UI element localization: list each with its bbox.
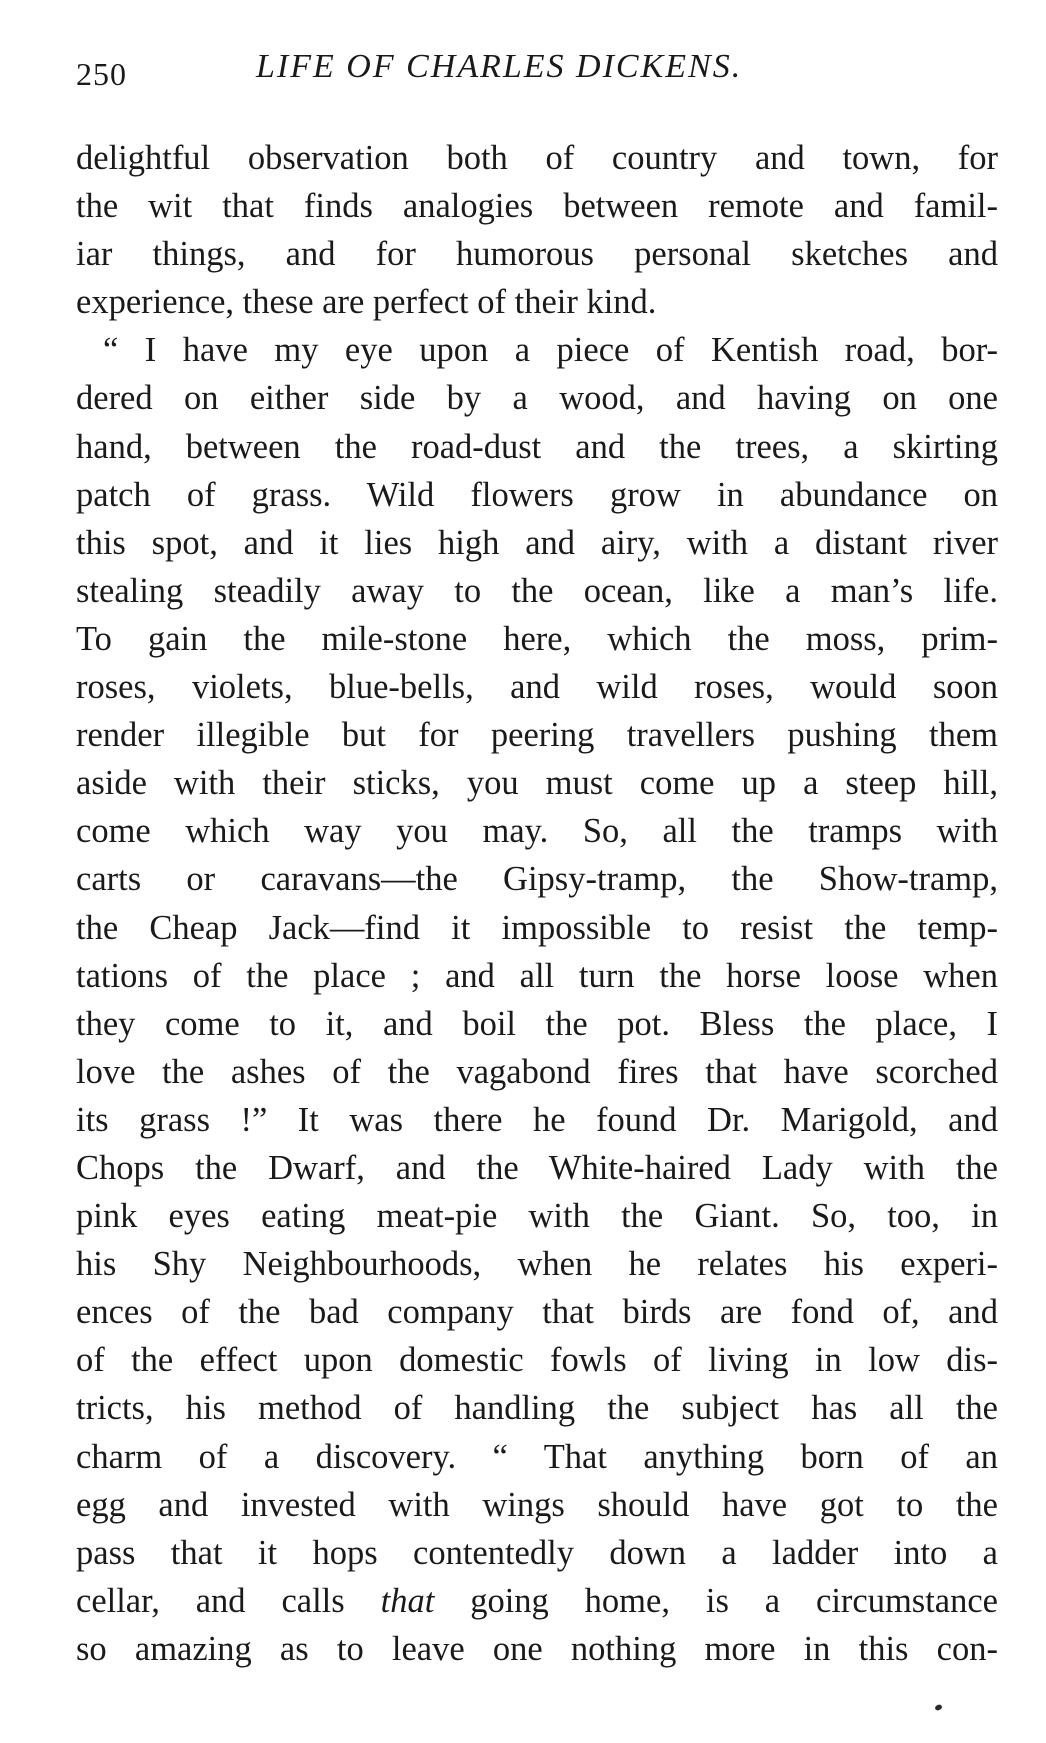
text-line: its grass !” It was there he found Dr. Marigold, and [76, 1100, 998, 1139]
body-text [76, 134, 998, 1673]
text-line: this spot, and it lies high and airy, with a distant river [76, 523, 998, 562]
text-line: delightful observation both of country and town, for [76, 139, 998, 177]
page-header [76, 48, 998, 94]
paragraph-start-line: “ I have my eye upon a piece of Kentish road, bor- [103, 331, 998, 370]
text-line-with-italic [76, 1577, 998, 1625]
text-line: they come to it, and boil the pot. Bless the place, I [76, 1004, 998, 1043]
text-line: so amazing as to leave one nothing more in this con- [76, 1629, 998, 1668]
text-line: tations of the place ; and all turn the horse loose when [76, 956, 998, 995]
page-number: 250 [76, 56, 127, 92]
text-line: the wit that finds analogies between remote and famil- [76, 187, 998, 226]
text-line: Chops the Dwarf, and the White-haired Lady with the [76, 1148, 998, 1187]
text-segment: cellar, and calls [76, 1581, 381, 1620]
text-line: carts or caravans—the Gipsy-tramp, the Show-tramp, [76, 860, 998, 899]
text-line: come which way you may. So, all the tramps with [76, 812, 998, 851]
text-line: egg and invested with wings should have got to the [76, 1485, 998, 1524]
text-line: iar things, and for humorous personal sketches and [76, 235, 998, 274]
text-line: experience, these are perfect of their kind. [76, 283, 657, 322]
italic-word: that [380, 1581, 435, 1620]
running-title: LIFE OF CHARLES DICKENS. [256, 48, 743, 85]
text-line: render illegible but for peering travellers pushing them [76, 716, 998, 755]
text-line: pink eyes eating meat-pie with the Giant. So, too, in [76, 1197, 998, 1236]
text-line: roses, violets, blue-bells, and wild roses, would soon [76, 668, 998, 707]
text-segment: going home, is a circumstance [434, 1581, 998, 1620]
text-line: patch of grass. Wild flowers grow in abundance on [76, 475, 998, 514]
text-line: pass that it hops contentedly down a ladder into a [76, 1533, 998, 1572]
text-line: charm of a discovery. “ That anything born of an [76, 1437, 998, 1476]
text-line: aside with their sticks, you must come up a steep hill, [76, 764, 998, 803]
text-line: To gain the mile-stone here, which the moss, prim- [76, 619, 998, 658]
text-line: the Cheap Jack—find it impossible to resist the temp- [76, 908, 998, 947]
text-line: love the ashes of the vagabond fires that have scorched [76, 1052, 998, 1091]
text-line: stealing steadily away to the ocean, like a man’s life. [76, 571, 998, 610]
text-line: his Shy Neighbourhoods, when he relates his experi- [76, 1245, 998, 1284]
text-line: dered on either side by a wood, and having on one [76, 379, 998, 418]
text-line: ences of the bad company that birds are fond of, and [76, 1293, 998, 1332]
text-line: hand, between the road-dust and the trees, a skirting [76, 427, 998, 466]
text-line: of the effect upon domestic fowls of living in low dis- [76, 1341, 998, 1380]
text-line: tricts, his method of handling the subject has all the [76, 1389, 998, 1428]
ink-mark [934, 1704, 942, 1711]
